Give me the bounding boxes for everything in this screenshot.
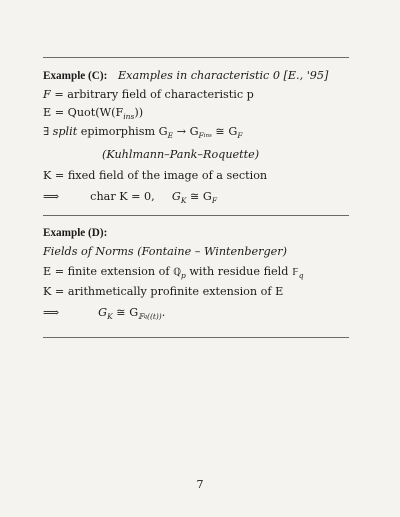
bottom-rule (43, 337, 349, 338)
middle-rule (43, 215, 349, 216)
example-c-subtitle: Examples in characteristic 0 [E., '95] (118, 69, 329, 82)
example-d-line2: K = arithmetically profinite extension of E (43, 285, 284, 298)
example-c-line4: K = fixed field of the image of a section (43, 169, 268, 182)
example-d-subtitle: Fields of Norms (Fontaine – Wintenberger) (43, 245, 287, 258)
example-c-line1: F = arbitrary field of characteristic p (43, 88, 254, 101)
example-d-conclusion: ⟹ $G_K$ ≅ $G_𝔽q_{((t))}$. (43, 306, 166, 321)
implies-arrow: ⟹ (43, 306, 60, 319)
example-c-conclusion: ⟹ char K = 0, $G_K$ ≅ $G_F$ (43, 190, 218, 205)
example-c-line3: ∃ split epimorphism $G_E \to G_Fins$ ≅ $G_F$ (43, 125, 243, 140)
example-c-citation: (Kuhlmann–Pank–Roquette) (102, 148, 260, 161)
implies-arrow: ⟹ (43, 190, 60, 203)
example-d-line1: E = finite extension of ℚ$_p$ with residue field 𝔽$_q$ (43, 265, 304, 280)
example-c-heading-line (43, 69, 328, 83)
example-c-heading: Example (C): (43, 70, 108, 82)
example-c-line2: $E = Quot(W(F_{ins}))$ (43, 106, 144, 121)
example-d-heading: Example (D): (43, 227, 108, 239)
page-number: 7 (196, 478, 204, 491)
top-rule (43, 57, 349, 58)
